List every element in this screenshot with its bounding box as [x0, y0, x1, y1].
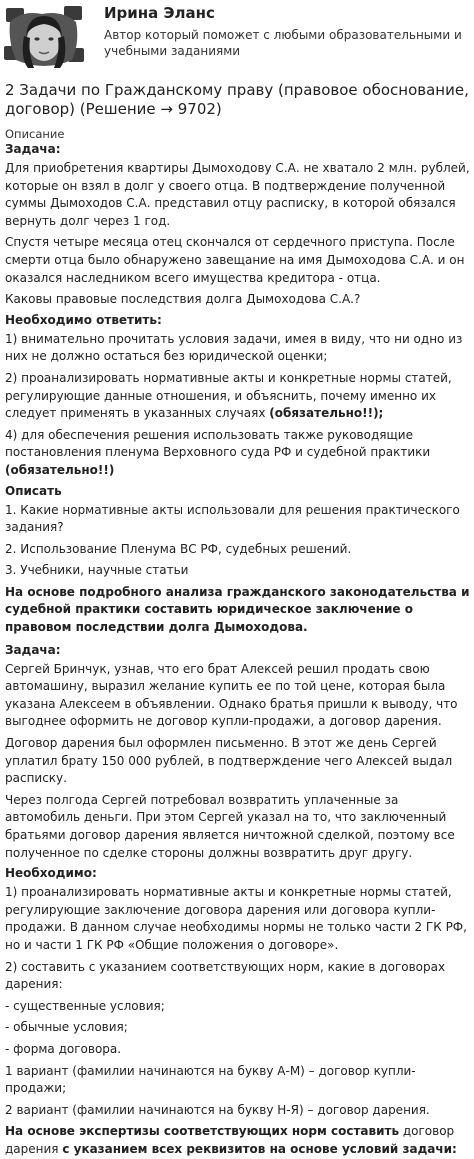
variant-1: 1 вариант (фамилии начинаются на букву А-М) – договор купли-продажи;	[5, 1063, 416, 1096]
author-avatar[interactable]	[2, 2, 86, 72]
answer-item-3	[5, 427, 470, 480]
final-instruction-bold-2: с указанием всех реквизитов на основе условий задачи:	[62, 1141, 457, 1156]
variant-2: 2 вариант (фамилии начинаются на букву Н-Я) – договор дарения.	[5, 1102, 430, 1117]
needed-item-3: - существенные условия;	[5, 998, 165, 1013]
task1-paragraph-3: Каковы правовые последствия долга Дымоходова С.А.?	[5, 292, 361, 307]
describe-item-2: 2. Использование Пленума ВС РФ, судебных решений.	[5, 541, 352, 556]
needed-item-2: 2) составить с указанием соответствующих норм, какие в договорах дарения:	[5, 959, 446, 992]
needed-item-5: - форма договора.	[5, 1041, 122, 1056]
answer-item-2-text: 2) проанализировать нормативные акты и конкретные нормы статей, регулирующие данные отношения, и объяснить, почему именно их следует применять в указанных случаях	[5, 370, 452, 421]
task1-paragraph-2: Спустя четыре месяца отец скончался от сердечного приступа. После смерти отца было обнаружено завещание на имя Дымоходова С.А. и он оказался наследником всего имущества кредитора - отца.	[5, 235, 465, 285]
describe-item-1: 1. Какие нормативные акты использовали для решения практического задания?	[5, 502, 460, 535]
answer-item-1: 1) внимательно прочитать условия задачи, имея в виду, что ни одно из них не должно остаться без юридической оценки;	[5, 331, 463, 364]
author-header	[0, 0, 474, 78]
describe-heading: Описать	[5, 483, 62, 498]
final-instruction-bold-1: На основе экспертизы соответствующих норм составить	[5, 1124, 400, 1139]
final-instruction-normal: договор дарения	[5, 1124, 455, 1156]
task-title: 2 Задачи по Гражданскому праву (правовое обоснование, договор) (Решение → 9702)	[5, 81, 469, 118]
task1-paragraph-1: Для приобретения квартиры Дымоходову С.А. не хватало 2 млн. рублей, которые он взял в долг у своего отца. В подтверждение полученной суммы Дымоходов С.А. представил отцу расписку, в которой обязался вернуть долг через 1 год.	[5, 161, 470, 228]
author-description: Автор который поможет с любыми образовательными и учебными заданиями	[104, 28, 462, 58]
answer-item-2	[5, 370, 470, 423]
task-content	[0, 81, 474, 1159]
task2-paragraph-3: Через полгода Сергей потребовал возвратить уплаченные за автомобиль деньги. При этом Сергей указал на то, что заключенный братьями договор дарения является ничтожной сделкой, поэтому все полученное по сделке стороны должны возвратить друг другу.	[5, 792, 455, 860]
needed-item-4: - обычные условия;	[5, 1020, 128, 1035]
final-instruction	[5, 1123, 470, 1158]
answer-item-3-text: 4) для обеспечения решения использовать также руководящие постановления пленума Верховного суда РФ и судебной практики	[5, 427, 431, 460]
answer-item-3-emphasis: (обязательно!!)	[5, 462, 115, 477]
task2-heading: Задача:	[5, 642, 61, 657]
conclusion-1: На основе подробного анализа гражданского законодательства и судебной практики составить юридическое заключение о правовом последствии долга Дымоходова.	[5, 584, 470, 635]
answer-item-2-emphasis: (обязательно!!);	[269, 406, 384, 421]
need-answer-heading: Необходимо ответить:	[5, 312, 162, 327]
author-name[interactable]: Ирина Эланс	[104, 4, 215, 22]
task2-paragraph-1: Сергей Бринчук, узнав, что его брат Алексей решил продать свою автомашину, выразил желание купить ее по той цене, которая была указана Алексеем в объявлении. Однако братья пришли к выводу, что выгоднее оформить не договор купли-продажи, а договор дарения.	[5, 661, 458, 729]
describe-item-3: 3. Учебники, научные статьи	[5, 563, 189, 578]
needed-item-1: 1) проанализировать нормативные акты и конкретные нормы статей, регулирующие заключение договора дарения или договора купли-продажи. В данном случае необходимы нормы не только части 2 ГК РФ, но и части 1 ГК РФ «Общие положения о договоре».	[5, 885, 467, 952]
task1-heading: Задача:	[5, 142, 61, 156]
task2-paragraph-2: Договор дарения был оформлен письменно. В этот же день Сергей уплатил брату 150 000 рублей, в подтверждение чего Алексей выдал расписку.	[5, 736, 453, 786]
description-label: Описание	[5, 127, 65, 141]
needed-heading: Необходимо:	[5, 866, 97, 881]
